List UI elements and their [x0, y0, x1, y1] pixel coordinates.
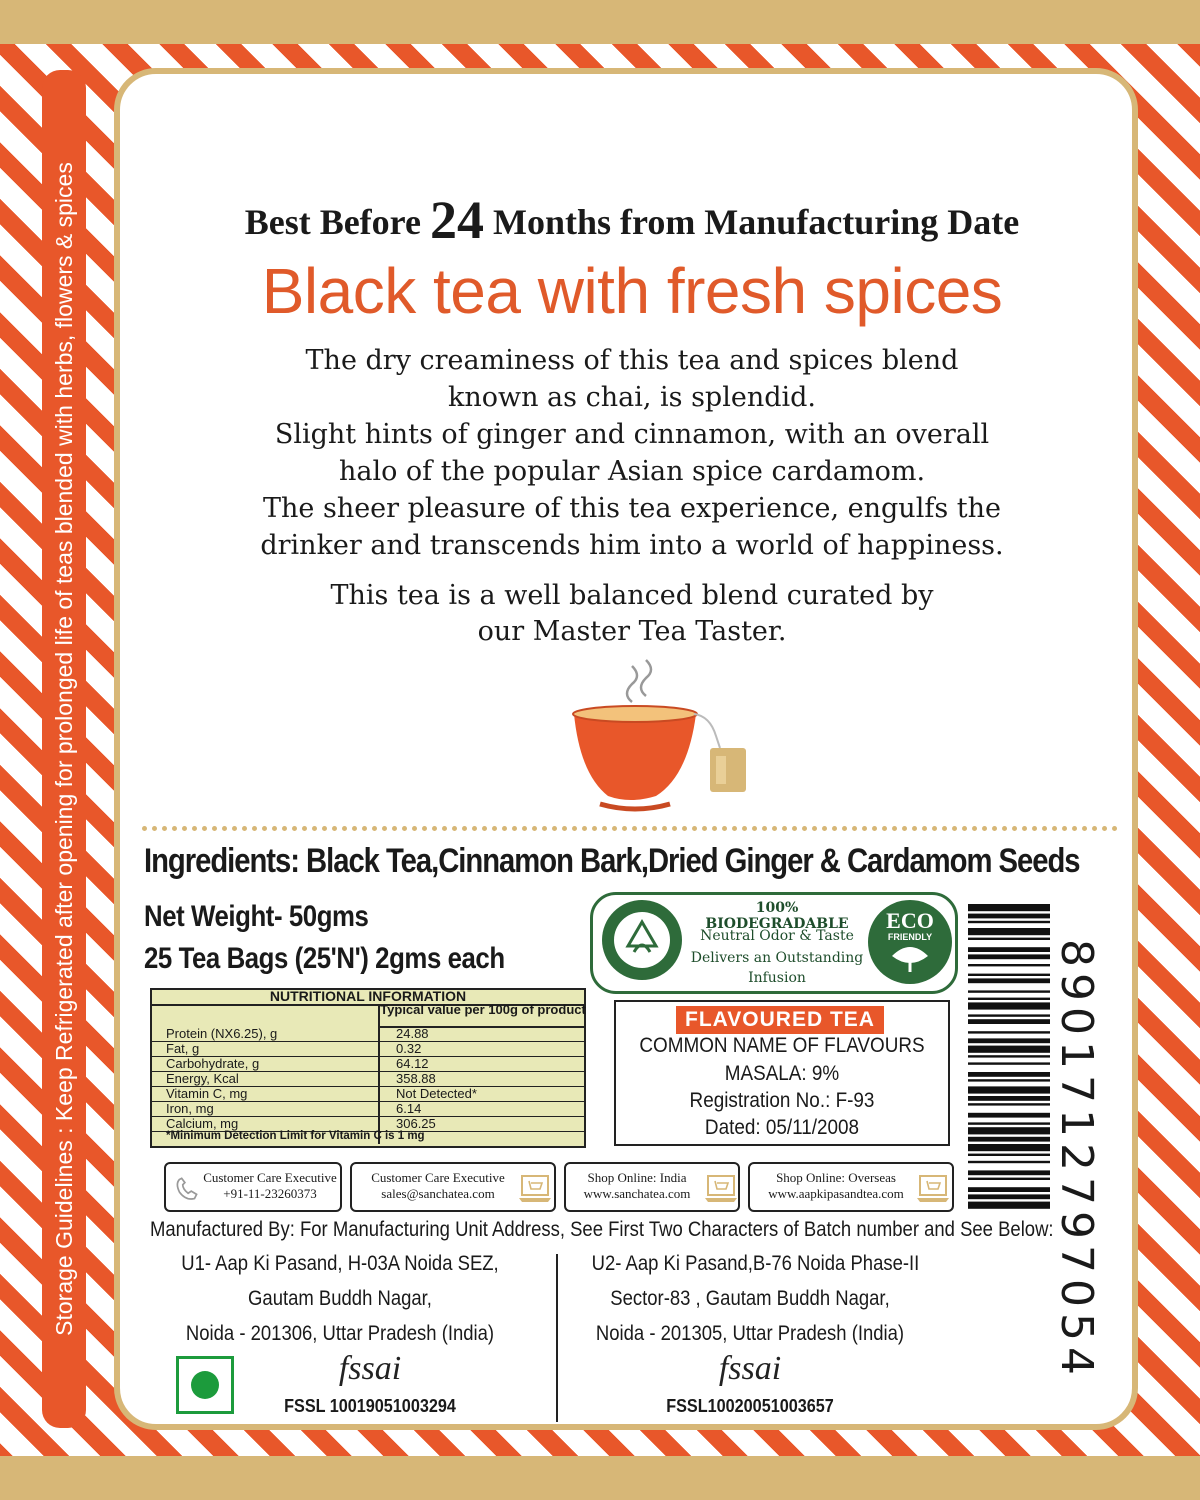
eco-title: 100% BIODEGRADABLE: [705, 900, 849, 932]
nutrient-name: Carbohydrate, g: [166, 1056, 260, 1071]
best-before-prefix: Best Before: [244, 202, 421, 242]
table-row: [152, 1041, 584, 1057]
barcode-bar: [968, 1072, 1050, 1077]
barcode-bar: [968, 1113, 1050, 1118]
barcode-bar: [968, 1127, 1050, 1134]
barcode-bar: [968, 998, 1050, 1000]
contact-value: sales@sanchatea.com: [381, 1186, 495, 1201]
barcode-bar: [968, 1154, 1050, 1156]
veg-dot: [191, 1371, 219, 1399]
barcode-bar: [968, 928, 1050, 935]
description-line: halo of the popular Asian spice cardamom.: [338, 456, 926, 487]
best-before: [120, 189, 1144, 251]
nutrient-value: 24.88: [396, 1026, 429, 1041]
unit1-fssl: FSSL 10019051003294: [284, 1396, 456, 1416]
contact-box: [350, 1162, 556, 1212]
nutrition-footnote: *Minimum Detection Limit for Vitamin C is 1 mg: [166, 1130, 425, 1142]
nutrient-value: 6.14: [396, 1101, 422, 1116]
storage-guidelines-text: Storage Guidelines : Keep Refrigerated after opening for prolonged life of teas blended with herbs, flowers & spices: [51, 162, 77, 1336]
barcode-bar: [968, 1046, 1050, 1053]
barcode-bar: [968, 1062, 1050, 1064]
barcode-bar: [968, 1122, 1050, 1124]
barcode-number: 8901712797054: [1051, 939, 1102, 1381]
biodegradable-seal-icon: [600, 898, 684, 982]
eco-line: Infusion: [748, 970, 806, 986]
veg-symbol-icon: [176, 1356, 234, 1414]
barcode-bar: [968, 964, 1050, 966]
barcode-bar: [968, 1014, 1050, 1016]
description-line: The sheer pleasure of this tea experience, engulfs the: [263, 493, 1001, 524]
barcode-bar: [968, 1055, 1050, 1057]
nutrition-column-heading: Typical value per 100g of product: [378, 1004, 586, 1028]
contact-label: Customer Care Executive: [371, 1170, 505, 1185]
description-line: Slight hints of ginger and cinnamon, with an overall: [274, 419, 990, 450]
barcode-bar: [968, 1194, 1050, 1199]
barcode-bar: [968, 921, 1050, 923]
table-row: [152, 1086, 584, 1102]
barcode-bar: [968, 1019, 1050, 1024]
contact-box: [164, 1162, 342, 1212]
contact-value: www.sanchatea.com: [583, 1186, 691, 1201]
best-before-number: 24: [429, 190, 484, 250]
barcode-bar: [968, 1038, 1050, 1043]
barcode-bar: [968, 978, 1050, 983]
description-line: The dry creaminess of this tea and spices blend: [305, 345, 959, 376]
nutrition-heading: NUTRITIONAL INFORMATION: [152, 990, 584, 1006]
contact-value: +91-11-23260373: [223, 1186, 317, 1201]
barcode-bar: [968, 914, 1050, 919]
fssai-logo: fssai: [718, 1350, 782, 1387]
manufactured-by: Manufactured By: For Manufacturing Unit Address, See First Two Characters of Batch number and See Below:: [150, 1218, 1054, 1241]
tea-cup-icon: [560, 656, 760, 816]
barcode-bar: [968, 1187, 1050, 1192]
laptop-cart-icon: [704, 1173, 738, 1205]
barcode-bar: [968, 1161, 1050, 1163]
fssai-logo: fssai: [338, 1350, 402, 1387]
nutrient-value: 64.12: [396, 1056, 429, 1071]
barcode-bar: [968, 974, 1050, 976]
barcode-bar: [968, 1137, 1050, 1142]
contact-text: [756, 1170, 916, 1202]
barcode-bar: [968, 938, 1050, 940]
barcode-bar: [968, 904, 1050, 911]
barcode-bar: [968, 1079, 1050, 1081]
barcode-bar: [968, 947, 1050, 952]
barcode-bar: [968, 1103, 1050, 1105]
contact-label: Shop Online: India: [587, 1170, 687, 1185]
curation-line: This tea is a well balanced blend curated by: [330, 580, 934, 611]
bottom-gold-band: [0, 1456, 1200, 1500]
contact-value: www.aapkipasandtea.com: [768, 1186, 904, 1201]
curation-line: our Master Tea Taster.: [477, 616, 787, 647]
flavoured-tea-tag: FLAVOURED TEA: [676, 1006, 884, 1034]
barcode-bar: [968, 1086, 1050, 1093]
eco-line: Neutral Odor & Taste: [700, 928, 854, 944]
contact-label: Customer Care Executive: [203, 1170, 337, 1185]
product-description: [150, 342, 1114, 564]
label-panel: [114, 68, 1138, 1430]
laptop-cart-icon: [916, 1173, 950, 1205]
contact-box: [748, 1162, 954, 1212]
barcode-bar: [968, 954, 1050, 959]
unit1-address-line: Gautam Buddh Nagar,: [248, 1287, 432, 1310]
barcode-bar: [968, 1178, 1050, 1180]
contact-box: [564, 1162, 740, 1212]
flavour-line: Registration No.: F-93: [689, 1089, 875, 1112]
nutrient-value: Not Detected*: [396, 1086, 477, 1101]
table-row: [152, 1101, 584, 1117]
barcode-bar: [968, 1202, 1050, 1209]
nutrient-name: Protein (NX6.25), g: [166, 1026, 278, 1041]
nutrition-table: [150, 988, 586, 1148]
laptop-cart-icon: [518, 1173, 552, 1205]
flavour-line: MASALA: 9%: [724, 1062, 840, 1085]
eco-friendly-badge: [866, 898, 954, 986]
nutrient-value: 306.25: [396, 1116, 436, 1131]
eco-badge-bottom: FRIENDLY: [887, 932, 933, 942]
nutrient-name: Iron, mg: [166, 1101, 214, 1116]
unit2-address-line: Noida - 201305, Uttar Pradesh (India): [595, 1322, 905, 1345]
contact-label: Shop Online: Overseas: [776, 1170, 896, 1185]
storage-guidelines-bar: [42, 70, 86, 1428]
address-divider: [556, 1254, 558, 1422]
net-weight: Net Weight- 50gms: [144, 900, 369, 933]
contact-text: [358, 1170, 518, 1202]
barcode-bar: [968, 990, 1050, 992]
unit2-fssl: FSSL10020051003657: [666, 1396, 834, 1416]
eco-line: Delivers an Outstanding: [690, 950, 864, 966]
top-gold-band: [0, 0, 1200, 44]
barcode: [968, 900, 1108, 1420]
unit2-address-line: U2- Aap Ki Pasand,B-76 Noida Phase-II: [591, 1252, 920, 1275]
nutrient-name: Vitamin C, mg: [166, 1086, 248, 1101]
barcode-bar: [968, 1170, 1050, 1175]
flavour-line: COMMON NAME OF FLAVOURS: [639, 1034, 925, 1057]
product-title: Black tea with fresh spices: [261, 255, 1003, 327]
ingredients: Ingredients: Black Tea,Cinnamon Bark,Dried Ginger & Cardamom Seeds: [144, 842, 1080, 880]
table-row: [152, 1026, 584, 1042]
flavour-line: Dated: 05/11/2008: [704, 1116, 860, 1139]
tea-bags-count: 25 Tea Bags (25'N') 2gms each: [144, 942, 505, 975]
unit2-address-line: Sector-83 , Gautam Buddh Nagar,: [610, 1287, 890, 1310]
nutrient-name: Fat, g: [166, 1041, 200, 1056]
table-row: [152, 1071, 584, 1087]
description-line: drinker and transcends him into a world of happiness.: [260, 530, 1004, 561]
eco-badge-top: ECO: [886, 908, 934, 933]
barcode-bar: [968, 1144, 1050, 1151]
curation-note: [150, 578, 1114, 650]
table-row: [152, 1056, 584, 1072]
contact-text: [198, 1170, 342, 1202]
dotted-divider: [142, 826, 1118, 831]
barcode-bar: [968, 1096, 1050, 1101]
column-divider: [378, 1004, 380, 1144]
nutrient-value: 358.88: [396, 1071, 436, 1086]
unit1-address-line: U1- Aap Ki Pasand, H-03A Noida SEZ,: [181, 1252, 499, 1275]
best-before-suffix: Months from Manufacturing Date: [492, 202, 1020, 242]
description-line: known as chai, is splendid.: [447, 382, 817, 413]
unit1-address-line: Noida - 201306, Uttar Pradesh (India): [185, 1322, 495, 1345]
nutrient-name: Energy, Kcal: [166, 1071, 239, 1086]
nutrient-value: 0.32: [396, 1041, 422, 1056]
barcode-bar: [968, 1002, 1050, 1009]
barcode-bar: [968, 1031, 1050, 1033]
contact-text: [570, 1170, 704, 1202]
nutrient-name: Calcium, mg: [166, 1116, 239, 1131]
